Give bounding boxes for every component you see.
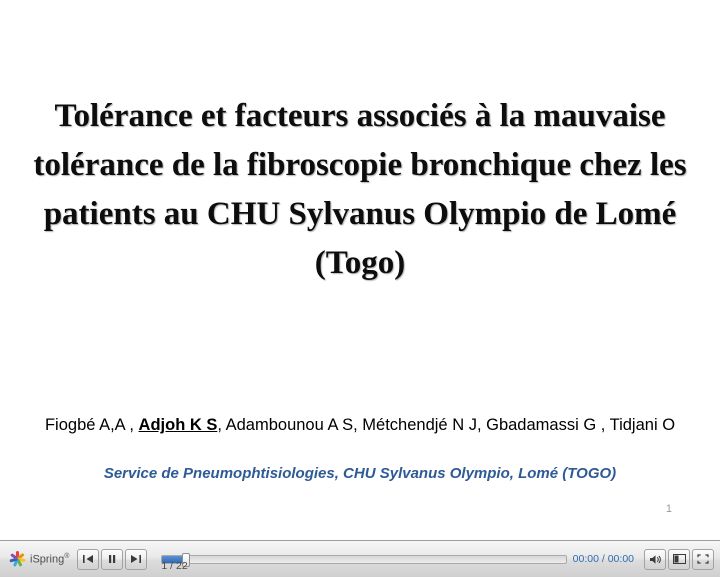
authors-before: Fiogbé A,A , [44,416,139,434]
next-slide-button[interactable] [125,549,147,570]
volume-icon [649,554,662,565]
slide-title: Tolérance et facteurs associés à la mauvaise tolérance de la fibroscopie bronchique chez les patients au CHU Sylvanus Olympio de Lomé (Togo) [33,98,687,281]
fullscreen-icon [697,554,709,564]
ispring-brand-label: iSpring [30,553,65,566]
layout-icon [673,554,686,564]
fullscreen-button[interactable] [692,549,714,570]
author-list [10,413,710,438]
transport-controls [77,549,147,570]
author-highlighted: Adjoh K S [138,416,218,434]
volume-button[interactable] [644,549,666,570]
authors-after: , Adambounou A S, Métchendjé N J, Gbadamassi G , Tidjani O [217,416,676,434]
player-right-controls [644,549,714,570]
ispring-logo [8,550,69,568]
player-toolbar [0,540,720,577]
ispring-flower-icon [8,550,26,568]
time-separator: / [598,553,608,565]
affiliation-line: Service de Pneumophtisiologies, CHU Sylvanus Olympio, Lomé (TOGO) [103,465,617,482]
progress-track[interactable] [161,555,566,564]
ispring-brand-sup: ® [64,552,70,560]
ispring-brand-text [30,553,69,566]
pause-button[interactable] [101,549,123,570]
slide-page-number: 1 [665,503,672,515]
next-icon [130,554,142,564]
time-display [573,553,634,565]
layout-button[interactable] [668,549,690,570]
time-current: 00:00 [572,553,599,565]
prev-icon [82,554,94,564]
prev-slide-button[interactable] [77,549,99,570]
progress-area [161,544,566,574]
slide-counter: 1 / 22 [161,560,188,572]
time-total: 00:00 [607,553,634,565]
pause-icon [106,554,118,564]
